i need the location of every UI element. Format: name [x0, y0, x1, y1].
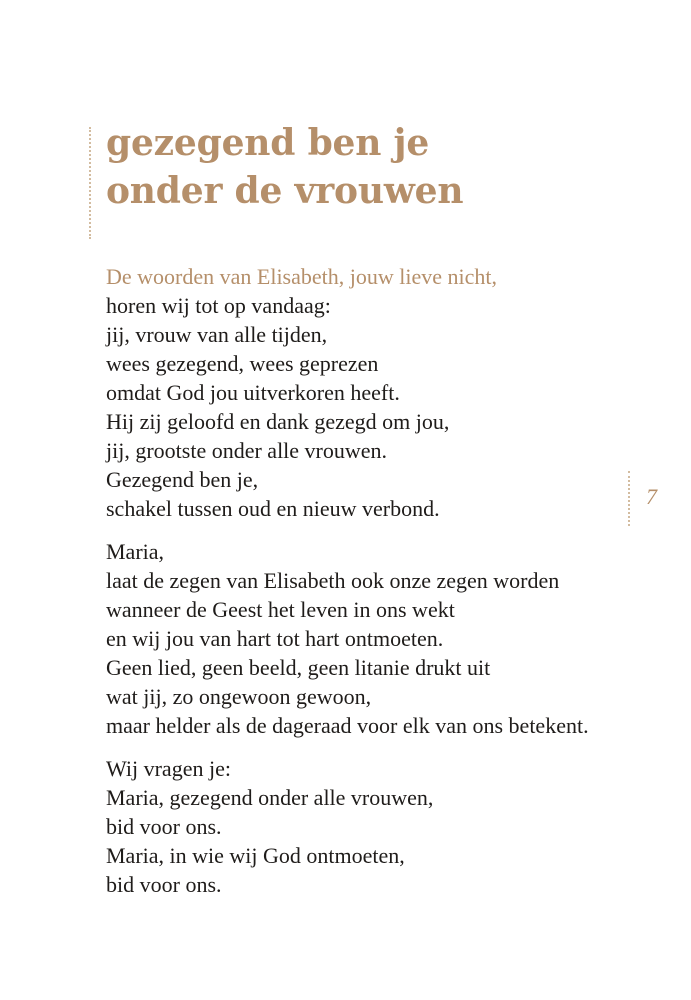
stanza-1-line: Hij zij geloofd en dank gezegd om jou, [106, 409, 450, 434]
stanza-2-line: maar helder als de dageraad voor elk van ons betekent. [106, 713, 589, 738]
stanza-1-line: jij, vrouw van alle tijden, [106, 322, 328, 347]
stanza-2-line: wanneer de Geest het leven in ons wekt [106, 597, 455, 622]
stanza-1-line: wees gezegend, wees geprezen [106, 351, 379, 376]
title-line-1: gezegend ben je [106, 122, 430, 164]
stanza-2-line: Geen lied, geen beeld, geen litanie drukt uit [106, 655, 491, 680]
title-line-2: onder de vrouwen [106, 170, 464, 212]
stanza-1-line: Gezegend ben je, [106, 467, 259, 492]
poem-body [106, 262, 651, 913]
stanza-1-line: jij, grootste onder alle vrouwen. [106, 438, 388, 463]
stanza-3 [106, 754, 651, 899]
page-number: 7 [646, 484, 657, 509]
stanza-1-line: schakel tussen oud en nieuw verbond. [106, 496, 440, 521]
stanza-2-line: en wij jou van hart tot hart ontmoeten. [106, 626, 444, 651]
stanza-2-line: wat jij, zo ongewoon gewoon, [106, 684, 372, 709]
page-title [106, 119, 626, 215]
stanza-1 [106, 262, 651, 523]
stanza-3-line: Maria, gezegend onder alle vrouwen, [106, 785, 434, 810]
stanza-1-intro-line: De woorden van Elisabeth, jouw lieve nicht, [106, 264, 498, 289]
stanza-3-line: Wij vragen je: [106, 756, 231, 781]
title-dotted-rule [89, 127, 91, 239]
stanza-3-line: bid voor ons. [106, 872, 222, 897]
page-number-dotted-rule [628, 471, 630, 526]
stanza-2-line: Maria, [106, 539, 165, 564]
stanza-1-line: omdat God jou uitverkoren heeft. [106, 380, 400, 405]
stanza-2-line: laat de zegen van Elisabeth ook onze zegen worden [106, 568, 560, 593]
stanza-2 [106, 537, 651, 740]
stanza-3-line: bid voor ons. [106, 814, 222, 839]
stanza-3-line: Maria, in wie wij God ontmoeten, [106, 843, 405, 868]
stanza-1-line: horen wij tot op vandaag: [106, 293, 331, 318]
